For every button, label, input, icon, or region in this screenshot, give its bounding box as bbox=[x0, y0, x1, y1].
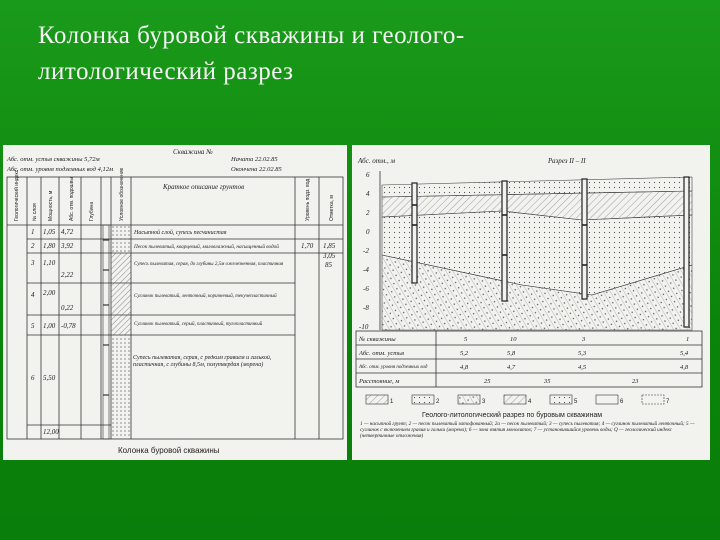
borehole-number: Скважина № bbox=[173, 148, 213, 156]
axis-tick: 2 bbox=[366, 209, 370, 217]
cell: 4,8 bbox=[680, 364, 689, 371]
row-label: Абс. отм. устья bbox=[359, 350, 404, 357]
layer-number: 6 bbox=[31, 374, 35, 382]
svg-text:Глубина: Глубина bbox=[89, 201, 95, 221]
legend-number: 3 bbox=[482, 399, 486, 405]
cell: 10 bbox=[510, 336, 517, 343]
started-date: Начата 22.02.85 bbox=[231, 156, 278, 163]
row-label: Абс. отм. уровня подземных вод bbox=[359, 365, 428, 370]
layer-depth: 1,05 bbox=[43, 228, 56, 236]
layer-abs: 3,92 bbox=[61, 242, 74, 250]
svg-text:Абс. отм. подошвы: Абс. отм. подошвы bbox=[69, 177, 75, 221]
layer-depth: 1,80 bbox=[43, 242, 56, 250]
abs-water-text: Абс. отм. уровня подземных вод 4,12м bbox=[7, 166, 114, 173]
abs-mouth-text: Абс. отм. устья скважины 5,72м bbox=[7, 156, 100, 163]
axis-tick: 6 bbox=[366, 171, 370, 179]
layer-number: 2 bbox=[31, 242, 35, 250]
legend-number: 5 bbox=[574, 399, 578, 405]
axis-tick: -10 bbox=[359, 323, 369, 331]
cell: 5 bbox=[464, 336, 468, 343]
borehole-caption: Колонка буровой скважины bbox=[118, 446, 220, 455]
axis-tick: -2 bbox=[363, 247, 369, 255]
axis-tick: 0 bbox=[366, 228, 370, 236]
section-label: Разрез II – II bbox=[548, 157, 586, 165]
layer-number: 1 bbox=[31, 228, 35, 236]
cell: 4,8 bbox=[460, 364, 469, 371]
table-row bbox=[358, 364, 689, 371]
cell: 4,7 bbox=[507, 364, 516, 371]
layer-description: Насыпной слой, супесь песчанистая bbox=[134, 230, 227, 236]
layer-description: Супесь пылеватая, серая, до глубины 2,5м ожелезненная, пластичная bbox=[134, 262, 284, 267]
water-level-3: 3,05 bbox=[323, 252, 336, 260]
finished-date: Окончена 22.02.85 bbox=[231, 166, 282, 173]
axis-tick: -8 bbox=[363, 304, 369, 312]
legend-number: 6 bbox=[620, 399, 624, 405]
table-row bbox=[358, 378, 639, 385]
layer-row bbox=[31, 289, 277, 312]
layer-depth: 2,00 bbox=[43, 289, 56, 297]
cell: 25 bbox=[484, 378, 491, 385]
layer-number: 5 bbox=[31, 322, 35, 330]
slide-title bbox=[38, 18, 678, 90]
layer-depth: 5,50 bbox=[43, 374, 56, 382]
legend-number: 7 bbox=[666, 399, 670, 405]
legend-number: 4 bbox=[528, 399, 532, 405]
layer-row bbox=[31, 321, 263, 330]
water-level-1: 1,70 bbox=[301, 242, 314, 250]
section-table bbox=[358, 336, 689, 385]
svg-text:Уровень подз. вод: Уровень подз. вод bbox=[305, 178, 311, 221]
cell: 35 bbox=[544, 378, 551, 385]
layer-row bbox=[31, 242, 279, 250]
cell: 5,2 bbox=[460, 350, 469, 357]
legend-description: 1 — насыпной грунт; 2 — песок пылеватый затофованный; 2а — песок пылеватый; 3 — супесь пылеватая; 4 — суглинок пылеватый ленточный; 5 — суглинок с включением гравия и гальки (морена); 6 — зона взятия монолитов; 7 — установившийся уровень воды; Q — геологический индекс (четвертичные отложения) bbox=[360, 421, 695, 440]
layer-number: 3 bbox=[31, 259, 35, 267]
layer-description: Супесь пылеватая, серая, с редким гравием и галькой, пластичная, с глубины 8,5м, полутвердая (морена) bbox=[133, 355, 272, 368]
cell: 5,8 bbox=[507, 350, 516, 357]
svg-text:№ слоя: № слоя bbox=[32, 203, 38, 221]
layer-depth: 1,10 bbox=[43, 259, 56, 267]
legend-number: 2 bbox=[436, 399, 440, 405]
layer-abs: 4,72 bbox=[61, 228, 74, 236]
layer-abs: 0,22 bbox=[61, 304, 74, 312]
borehole-column-figure bbox=[3, 145, 347, 460]
row-label: № скважины bbox=[359, 336, 396, 343]
cell: 5,4 bbox=[680, 350, 689, 357]
axis-tick: -6 bbox=[363, 285, 369, 293]
geologic-section-figure bbox=[352, 145, 710, 460]
svg-text:Условное обозначение: Условное обозначение bbox=[119, 167, 125, 221]
water-level-4: 85 bbox=[325, 261, 332, 269]
section-caption: Геолого-литологический разрез по буровым скважинам bbox=[422, 412, 603, 419]
title-line-1: Колонка буровой скважины и геолого- bbox=[38, 22, 465, 49]
layer-description: Песок пылеватый, кварцевый, маловлажный, насыщенный водой bbox=[134, 244, 279, 250]
layer-row bbox=[31, 355, 293, 395]
svg-text:Геологический индекс: Геологический индекс bbox=[14, 169, 20, 221]
table-row bbox=[358, 336, 689, 343]
cell: 4,5 bbox=[578, 364, 587, 371]
water-level-2: 1,85 bbox=[323, 242, 336, 250]
borehole-column-drawing bbox=[3, 145, 347, 460]
svg-text:Отметка, м: Отметка, м bbox=[329, 195, 335, 221]
layer-description: Суглинок пылеватый, серый, пластичный, тугопластичный bbox=[134, 322, 263, 327]
strata-layers bbox=[382, 177, 692, 330]
svg-text:Мощность, м: Мощность, м bbox=[48, 190, 54, 221]
cell: 1 bbox=[686, 336, 690, 343]
axis-label: Абс. отм., м bbox=[358, 157, 395, 165]
layer-description: Суглинок пылеватый, ленточный, коричневый, текучепластичный bbox=[134, 294, 277, 299]
layer-number: 4 bbox=[31, 291, 35, 299]
row-label: Расстояние, м bbox=[359, 378, 400, 385]
axis-tick: 4 bbox=[366, 190, 370, 198]
table-row bbox=[358, 350, 689, 357]
cell: 23 bbox=[632, 378, 639, 385]
geologic-section-drawing bbox=[352, 145, 710, 460]
layer-depth: 1,00 bbox=[43, 322, 56, 330]
description-header: Краткое описание грунтов bbox=[163, 183, 245, 191]
layer-abs: 2,22 bbox=[61, 271, 74, 279]
title-line-2: литологический разрез bbox=[38, 58, 294, 85]
legend-number: 1 bbox=[390, 399, 394, 405]
layer-row bbox=[30, 259, 284, 279]
axis-ticks bbox=[359, 171, 370, 331]
cell: 5,3 bbox=[578, 350, 587, 357]
axis-tick: -4 bbox=[363, 266, 369, 274]
layer-abs: -0,78 bbox=[61, 322, 76, 330]
cell: 3 bbox=[582, 336, 586, 343]
legend bbox=[366, 395, 670, 405]
bottom-depth: 12,00 bbox=[43, 428, 59, 436]
